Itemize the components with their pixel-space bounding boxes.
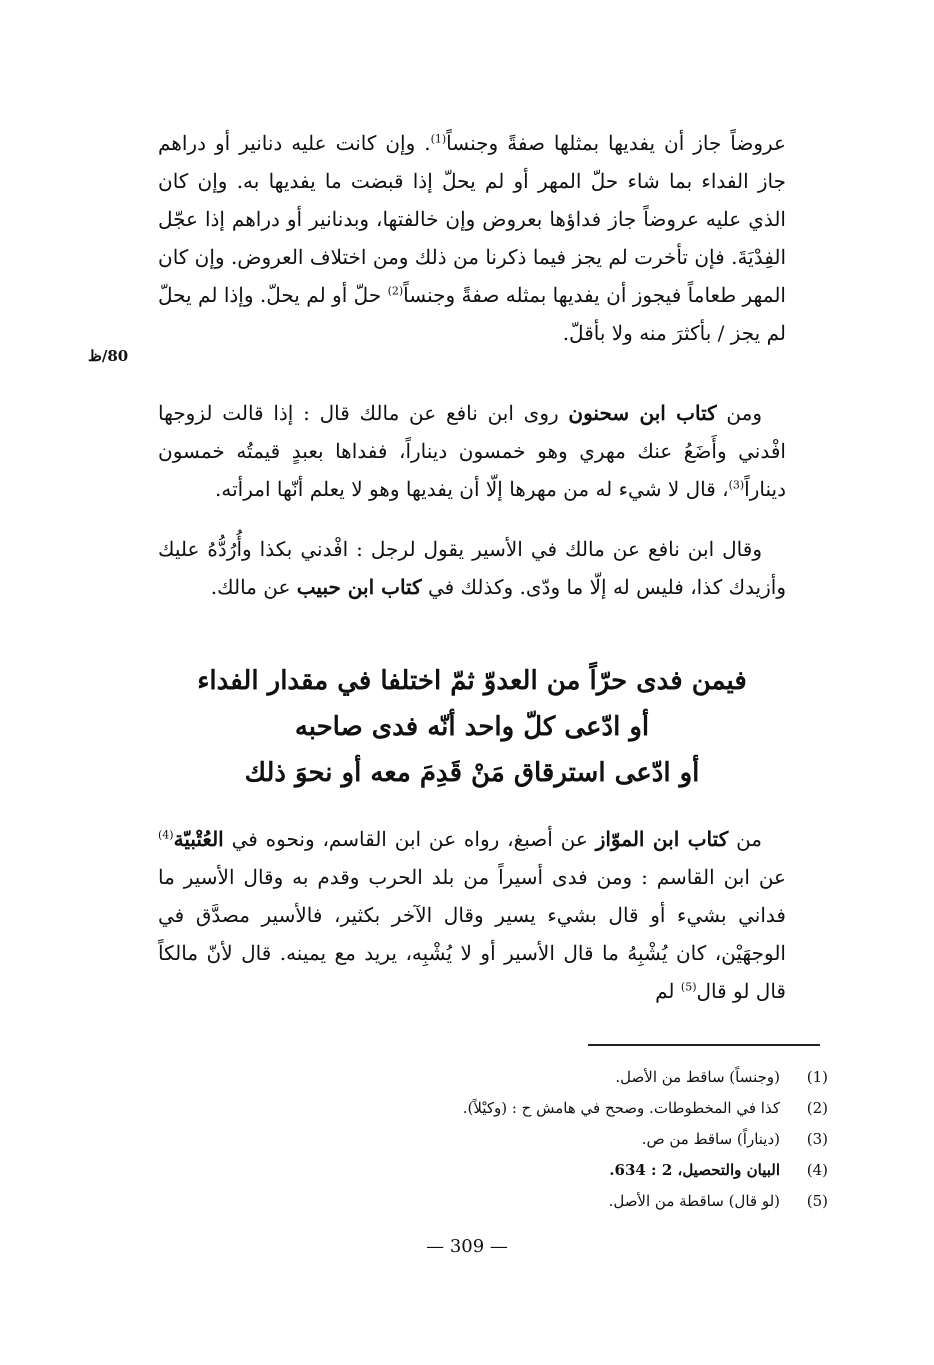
paragraph-4-text-b: عن أصبغ، رواه عن ابن القاسم، ونحوه في [223,827,596,851]
paragraph-1-text-a: عروضاً جاز أن يفديها بمثلها صفةً وجنساً [446,131,786,155]
footnote-ref-4: (4) [158,828,174,842]
paragraph-3-text-a: وقال ابن نافع عن مالك في الأسير يقول لرجل : افْدني بكذا وأُرُدُّهُ عليك وأزيدك كذا، فليس له إلّا ما ودّى. وكذلك في [158,537,786,599]
footnote-number: (5) [806,1192,828,1210]
footnote [300,1093,828,1124]
paragraph-4-text-c: عن ابن القاسم : ومن فدى أسيراً من بلد الحرب وقدم به وقال الأسير ما فداني بشيء أو قال بشيء يسير وقال الآخر بكثير، فالأسير مصدَّق في الوجهَيْن، كان يُشْبِهُ ما قال الأسير أو لا يُشْبِه، يريد مع يمينه. قال لأنّ مالكاً قال لو قال [158,865,786,1003]
section-heading-line-3: أو ادّعى استرقاق مَنْ قَدِمَ معه أو نحوَ ذلك [244,758,700,788]
footnote [300,1186,828,1217]
footnote-number: (1) [806,1068,828,1086]
footnote-number: (3) [806,1130,828,1148]
paragraph-1-text-b: . وإن كانت عليه دنانير أو دراهم جاز الفداء بما شاء حلّ المهر أو لم يحلّ إذا قبضت ما يفديها به. وإن كان الذي عليه عروضاً جاز فداؤها بعروض وإن خالفتها، وبدنانير أو دراهم إذا عجّل الفِدْيَةَ. فإن تأخرت لم يجز فيما ذكرنا من ذلك ومن اختلاف العروض. وإن كان المهر طعاماً فيجوز أن يفديها بمثله صفةً وجنساً [158,131,786,307]
paragraph-4-text-d: لم [655,979,681,1003]
paragraph-2 [158,394,786,508]
manuscript-folio-note: 80/ظ [88,347,129,365]
paragraph-4-book-title: كتاب ابن الموّاز [595,827,729,851]
footnote [300,1062,828,1093]
section-heading-line-2: أو ادّعى كلّ واحد أنّه فدى صاحبه [294,712,650,742]
footnote-text: البيان والتحصيل، 2 : 634. [609,1161,780,1179]
paragraph-1 [158,124,786,352]
footnote-text: (لو قال) ساقطة من الأصل. [608,1192,780,1210]
footnote-ref-2: (2) [387,284,404,298]
footnote-text: كذا في المخطوطات. وصحح في هامش ح : (وكيْلاً). [462,1099,780,1117]
paragraph-3-text-b: عن مالك. [210,575,297,599]
paragraph-1-text-c: حلّ أو لم يحلّ. وإذا لم يحلّ لم يجز / بأكثرَ منه ولا بأقلّ. [158,283,786,345]
section-heading-line-1: فيمن فدى حرّاً من العدوّ ثمّ اختلفا في مقدار الفداء [197,666,747,696]
paragraph-4-text-a: من [728,827,763,851]
footnote [300,1155,828,1186]
page-number: — 309 — [426,1236,508,1257]
paragraph-2-text-a: ومن [716,401,763,425]
paragraph-3 [158,530,786,606]
footnote-separator [588,1044,820,1046]
footnote-ref-5: (5) [680,980,697,994]
paragraph-4-book-title-2: العُتْبيّة [173,827,224,851]
footnotes [300,1062,828,1217]
footnote [300,1124,828,1155]
footnote-number: (2) [806,1099,828,1117]
footnote-ref-3: (3) [728,478,745,492]
paragraph-3-book-title: كتاب ابن حبيب [296,575,422,599]
footnote-text: (وجنساً) ساقط من الأصل. [615,1068,780,1086]
footnote-number: (4) [806,1161,828,1179]
footnote-ref-1: (1) [430,132,447,146]
paragraph-2-text-c: ، قال لا شيء له من مهرها إلّا أن يفديها وهو لا يعلم أنّها امرأته. [215,477,729,501]
paragraph-2-book-title: كتاب ابن سحنون [568,401,717,425]
paragraph-4 [158,820,786,1010]
footnote-text: (ديناراً) ساقط من ص. [641,1130,780,1148]
section-heading [158,658,786,796]
paragraph-2-text-b: روى ابن نافع عن مالك قال : إذا قالت لزوجها افْدني وأَضَعُ عنك مهري وهو خمسون ديناراً، ففداها بعبدٍ قيمتُه خمسون ديناراً [158,401,786,501]
